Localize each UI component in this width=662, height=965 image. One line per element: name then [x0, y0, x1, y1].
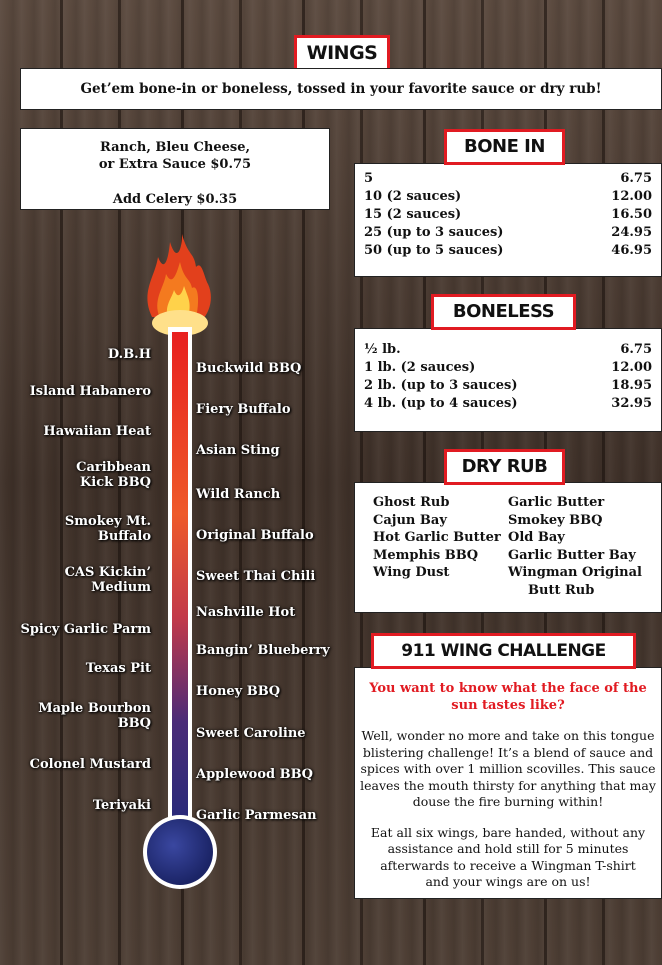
rub-item: Memphis BBQ	[373, 547, 479, 563]
challenge-headline	[356, 680, 660, 714]
rub-item: Hot Garlic Butter	[373, 530, 501, 545]
flavor-right-6: Nashville Hot	[196, 605, 296, 620]
extras-box	[20, 128, 330, 210]
body-line: assistance and hold still for 5 minutes	[387, 841, 629, 856]
flavor-right-1: Fiery Buffalo	[196, 402, 291, 417]
flavor-name: Medium	[91, 580, 151, 595]
subtitle-text: Get’em bone-in or boneless, tossed in your favorite sauce or dry rub!	[80, 81, 602, 97]
flavor-name: Smokey Mt.	[64, 514, 151, 529]
price-value: 24.95	[611, 225, 652, 240]
flavor-left-7	[86, 661, 151, 676]
price-row	[364, 206, 652, 224]
flavor-right-0: Buckwild BBQ	[196, 361, 302, 376]
rub-item: Butt Rub	[528, 582, 595, 598]
boneless-title-text: BONELESS	[452, 301, 555, 322]
flavor-right-9: Sweet Caroline	[196, 726, 306, 741]
size-label: 50 (up to 5 sauces)	[364, 243, 504, 258]
rub-item: Garlic Butter	[508, 495, 605, 510]
body-line: spices with over 1 million scovilles. This sauce	[360, 761, 656, 776]
dry-rub-title	[444, 449, 565, 485]
price-row	[364, 341, 652, 359]
rub-item: Old Bay	[508, 530, 565, 545]
extras-line-1: Ranch, Bleu Cheese,	[99, 140, 251, 155]
flavor-right-8: Honey BBQ	[196, 684, 281, 699]
flavor-name: CAS Kickin’	[64, 565, 151, 580]
body-line: douse the fire burning within!	[412, 794, 604, 809]
flavor-right-7: Bangin’ Blueberry	[196, 643, 330, 658]
flavor-right-4: Original Buffalo	[196, 528, 314, 543]
price-row	[364, 188, 652, 206]
size-label: 25 (up to 3 sauces)	[364, 225, 504, 240]
body-line: blistering challenge! It’s a blend of sauce and	[362, 744, 654, 760]
size-label: 1 lb. (2 sauces)	[364, 360, 476, 375]
extras-line-2: or Extra Sauce $0.75	[98, 157, 252, 172]
body-line: Eat all six wings, bare handed, without any	[370, 824, 646, 840]
flavor-name: Teriyaki	[92, 798, 151, 813]
boneless-title	[431, 294, 576, 330]
flavor-left-0	[108, 347, 151, 362]
extras-line-3: Add Celery $0.35	[112, 192, 238, 207]
flavor-left-3	[76, 460, 151, 490]
flame-icon	[147, 234, 210, 320]
flavor-left-5	[65, 565, 151, 595]
rub-item: Garlic Butter Bay	[508, 547, 636, 563]
price-row	[364, 359, 652, 377]
rub-item: Cajun Bay	[373, 512, 447, 528]
flavor-left-6	[20, 622, 151, 637]
price-row	[364, 377, 652, 395]
price-value: 46.95	[611, 243, 652, 258]
flavor-name: Texas Pit	[85, 661, 151, 676]
flavor-right-10: Applewood BBQ	[196, 767, 313, 782]
challenge-paragraph-1	[356, 728, 660, 811]
price-value: 6.75	[620, 171, 652, 186]
flavor-right-5: Sweet Thai Chili	[196, 569, 316, 584]
body-line: Well, wonder no more and take on this tongue	[361, 728, 655, 743]
dry-rub-col-2	[508, 494, 642, 599]
flavor-name: Kick BBQ	[80, 475, 151, 490]
flavor-name: D.B.H	[107, 347, 151, 362]
flavor-name: Spicy Garlic Parm	[20, 622, 151, 637]
price-row	[364, 395, 652, 413]
dry-rub-col-1	[373, 494, 501, 582]
price-value: 18.95	[611, 378, 652, 393]
flavor-name: Hawaiian Heat	[43, 424, 151, 439]
price-value: 12.00	[611, 189, 652, 204]
headline-line: You want to know what the face of the	[369, 681, 647, 696]
challenge-paragraph-2	[356, 825, 660, 891]
rub-item: Wingman Original	[508, 565, 642, 580]
price-value: 16.50	[611, 207, 652, 222]
price-value: 6.75	[620, 342, 652, 357]
rub-item: Wing Dust	[373, 565, 450, 580]
flavor-name: Island Habanero	[29, 384, 151, 399]
challenge-content	[356, 680, 660, 891]
flavor-name: Caribbean	[76, 460, 151, 475]
thermometer-tube	[172, 332, 188, 852]
price-value: 32.95	[611, 396, 652, 411]
wings-title	[294, 35, 390, 71]
price-row	[364, 170, 652, 188]
flavor-left-9	[30, 757, 151, 772]
subtitle-banner	[20, 68, 662, 110]
bone-in-table	[364, 170, 652, 260]
challenge-title-text: 911 WING CHALLENGE	[401, 641, 606, 661]
rub-item: Smokey BBQ	[508, 512, 603, 528]
bone-in-title-text: BONE IN	[464, 136, 545, 157]
thermometer-bulb	[147, 819, 213, 885]
flavor-name: BBQ	[117, 716, 151, 731]
size-label: 5	[364, 171, 374, 186]
boneless-table	[364, 341, 652, 413]
flavor-left-1	[30, 384, 151, 399]
body-line: and your wings are on us!	[425, 874, 591, 889]
flavor-left-10	[93, 798, 151, 813]
flavor-left-8	[38, 701, 151, 731]
flavor-right-2: Asian Sting	[196, 443, 280, 458]
body-line: leaves the mouth thirsty for anything that may	[360, 777, 656, 793]
body-line: afterwards to receive a Wingman T-shirt	[380, 857, 636, 873]
challenge-title	[371, 633, 636, 669]
headline-line: sun tastes like?	[451, 698, 565, 713]
size-label: 4 lb. (up to 4 sauces)	[364, 396, 518, 411]
flavor-left-2	[43, 424, 151, 439]
size-label: 10 (2 sauces)	[364, 189, 462, 204]
flavor-name: Buffalo	[97, 529, 151, 544]
bone-in-title	[444, 129, 565, 165]
size-label: ½ lb.	[364, 342, 401, 357]
price-value: 12.00	[611, 360, 652, 375]
flavor-name: Maple Bourbon	[38, 701, 151, 716]
wings-title-text: WINGS	[306, 42, 378, 64]
flavor-left-4	[65, 514, 151, 544]
flavor-right-11: Garlic Parmesan	[196, 808, 317, 823]
flavor-name: Colonel Mustard	[29, 757, 151, 772]
size-label: 2 lb. (up to 3 sauces)	[364, 378, 518, 393]
size-label: 15 (2 sauces)	[364, 207, 462, 222]
dry-rub-title-text: DRY RUB	[461, 456, 548, 477]
price-row	[364, 224, 652, 242]
heat-thermometer	[130, 222, 230, 890]
price-row	[364, 242, 652, 260]
rub-item: Ghost Rub	[373, 495, 450, 510]
flavor-right-3: Wild Ranch	[196, 487, 281, 502]
